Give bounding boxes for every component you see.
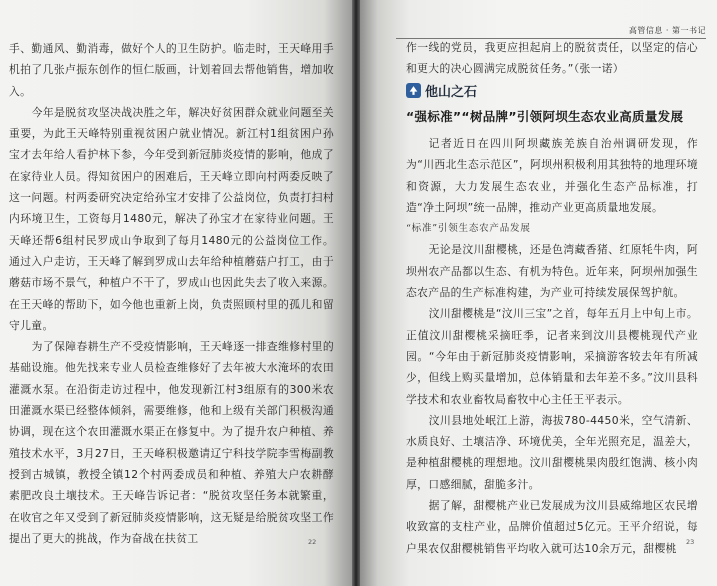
right-paragraph-4: 汶川县地处岷江上游，海拔780-4450米，空气清新、水质良好、土壤洁净、环境优美，全年光照充足，温差大，是种植甜樱桃的理想地。汶川甜樱桃果肉殷红饱满、核小肉厚，口感细腻，甜脆多汁。: [406, 413, 698, 491]
left-paragraph-1: 手、勤通风、勤消毒，做好个人的卫生防护。临走时，王天峰用手机拍了几张卢振东创作的恒仁版画，计划着回去帮他销售，增加收入。: [9, 42, 334, 98]
left-page: [0, 0, 352, 586]
right-paragraph-2: 无论是汶川甜樱桃，还是色湾藏香猪、红原牦牛肉，阿坝州农产品都以生态、有机为特色。近年来，阿坝州加强生态农产品的生产标准构建，为产业可持续发展保驾护航。: [406, 243, 698, 300]
article-title: “强标准”“树品牌”引领阿坝生态农业高质量发展: [406, 109, 684, 124]
right-intro-paragraph: 作一线的党员，我更应担起肩上的脱贫责任，以坚定的信心和更大的决心圆满完成脱贫任务。”（张一诺）: [406, 41, 698, 76]
right-page: [360, 0, 717, 586]
left-paragraph-2: 今年是脱贫攻坚决战决胜之年，解决好贫困群众就业问题至关重要，为此王天峰特别重视贫困户就业情况。新江村1组贫困户孙宝才去年给人看护林下参，今年受到新冠肺炎疫情的影响，他成了在家待业人员。得知贫困户的困难后，王天峰立即向村两委反映了这一问题。村两委研究决定给孙宝才安排了公益岗位，负责打扫村内环境卫生，工资每月1480元，解决了孙宝才在家待业问题。王天峰还帮6组村民罗成山争取到了每月1480元的公益岗位工作。通过入户走访，王天峰了解到罗成山去年给种植蘑菇户打工，由于蘑菇市场不景气，种植户不干了，罗成山也因此失去了收入来源。在王天峰的帮助下，如今他也重新上岗，负责照顾村里的孤儿和留守儿童。: [9, 105, 334, 332]
right-intro-body: [406, 37, 698, 80]
left-page-number: 22: [308, 538, 317, 546]
column-tag-label: 他山之石: [425, 84, 478, 100]
left-page-body: [9, 38, 334, 549]
right-article-body: [406, 133, 698, 559]
right-paragraph-1: 记者近日在四川阿坝藏族羌族自治州调研发现，作为“川西北生态示范区”，阿坝州积极利用其独特的地理环境和资源，大力发展生态农业，并强化生态产品标准，打造“净土阿坝”统一品牌，推动产业更高质量地发展。: [406, 137, 698, 214]
right-paragraph-5: 据了解，甜樱桃产业已发展成为汶川县威绵地区农民增收致富的支柱产业，品牌价值超过5亿元。王平介绍说，每户果农仅甜樱桃销售平均收入就可达10余万元，甜樱桃: [406, 499, 698, 555]
right-paragraph-3: 汶川甜樱桃是“汶川三宝”之首，每年五月上中旬上市。正值汶川甜樱桃采摘旺季，记者来到汶川县樱桃现代产业园。“今年由于新冠肺炎疫情影响，采摘游客较去年有所减少，但线上购买量增加，总体销量和去年差不多。”汶川县科学技术和农业畜牧局畜牧中心主任王平表示。: [406, 307, 698, 406]
right-page-number: 23: [686, 538, 695, 546]
column-tag: [406, 79, 477, 101]
running-header: 高管信息 · 第一书记: [396, 25, 706, 39]
tree-icon: [406, 83, 421, 98]
section-subheading: “标准”引领生态农产品发展: [406, 223, 531, 235]
left-paragraph-3: 为了保障春耕生产不受疫情影响，王天峰逐一排查维修村里的基础设施。他先找来专业人员检查维修好了去年被大水淹坏的农田灌溉水泵。在沿街走访过程中，他发现新江村3组原有的300米农田灌溉水渠已经整体倾斜，需要维修，他和上级有关部门积极沟通协调，现在这个农田灌溉水渠正在修复中。为了提升农户种植、养殖技术水平，3月27日，王天峰积极邀请辽宁科技学院李雪梅副教授到古城镇，教授全镇12个村两委成员和种植、养殖大户农耕酵素肥改良土壤技术。王天峰告诉记者：“脱贫攻坚任务本就繁重，在收官之年又受到了新冠肺炎疫情影响，这无疑是给脱贫攻坚工作提出了更大的挑战，作为奋战在扶贫工: [9, 340, 334, 545]
book-spine: [352, 0, 360, 586]
